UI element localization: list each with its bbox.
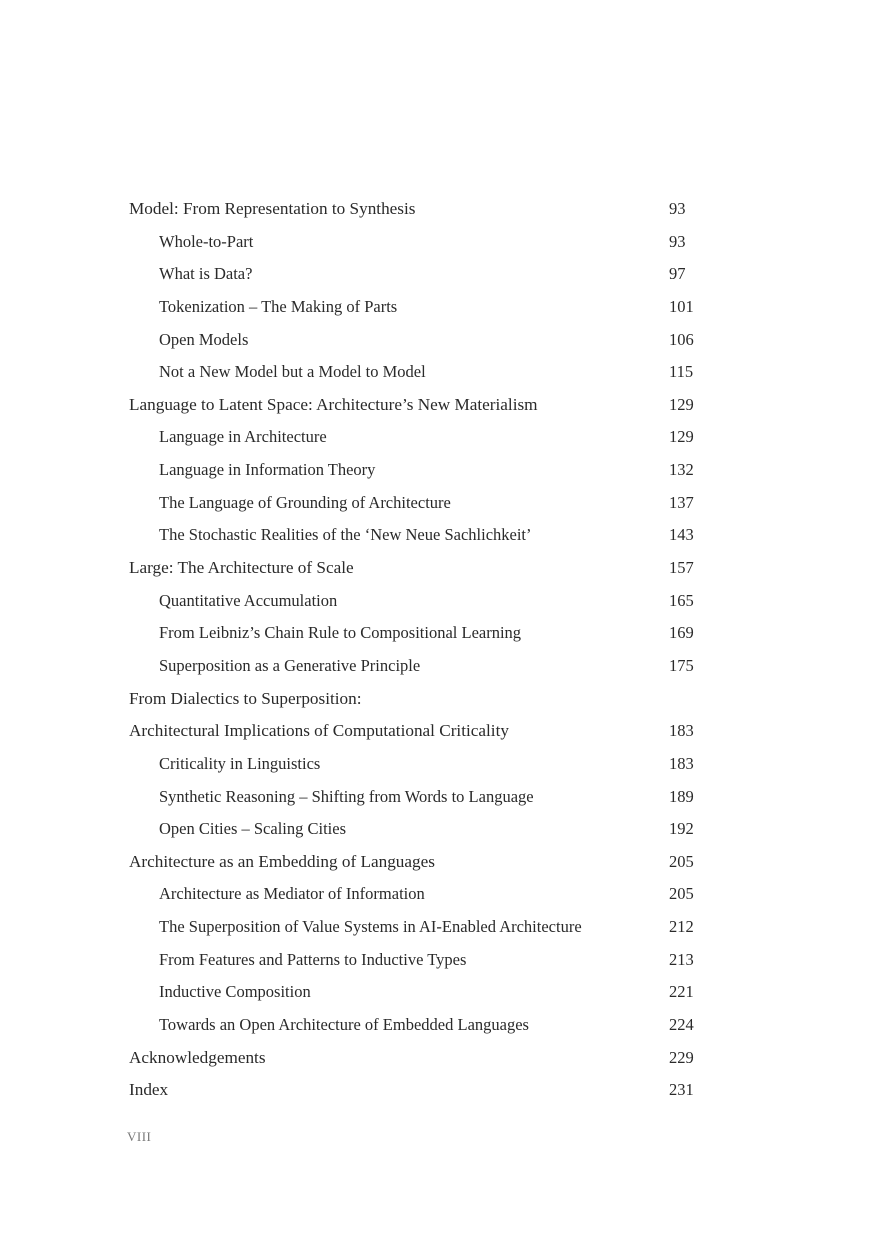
toc-entry-title: Open Models: [159, 329, 249, 349]
toc-entry-page-number: 224: [669, 1015, 694, 1035]
toc-section-entry[interactable]: [129, 487, 709, 520]
toc-section-entry[interactable]: [129, 356, 709, 389]
toc-entry-title: Towards an Open Architecture of Embedded Languages: [159, 1015, 529, 1035]
toc-entry-page-number: 93: [669, 231, 686, 251]
toc-entry-page-number: 93: [669, 199, 686, 218]
toc-entry-page-number: 157: [669, 558, 694, 578]
toc-section-entry[interactable]: [129, 813, 709, 846]
toc-entry-page-number: 189: [669, 786, 694, 806]
toc-entry-page-number: 213: [669, 949, 694, 969]
toc-entry-title: Language in Information Theory: [159, 460, 376, 480]
toc-entry-page-number: 183: [669, 753, 694, 773]
toc-entry-title: Acknowledgements: [129, 1047, 266, 1067]
toc-section-entry[interactable]: [129, 976, 709, 1009]
toc-section-entry[interactable]: [129, 1009, 709, 1042]
toc-entry-title: What is Data?: [159, 264, 253, 284]
toc-entry-title: Synthetic Reasoning – Shifting from Words to Language: [159, 786, 534, 806]
toc-entry-page-number: 169: [669, 623, 694, 643]
toc-entry-title: Architecture as Mediator of Information: [159, 884, 425, 904]
toc-section-entry[interactable]: [129, 421, 709, 454]
toc-entry-page-number: 143: [669, 525, 694, 545]
toc-entry-title: Whole-to-Part: [159, 231, 254, 251]
toc-section-entry[interactable]: [129, 878, 709, 911]
page-number: VIII: [127, 1129, 152, 1144]
toc-section-entry[interactable]: [129, 258, 709, 291]
toc-section-entry[interactable]: [129, 324, 709, 357]
toc-chapter-entry[interactable]: [129, 1074, 709, 1107]
toc-entry-title: Superposition as a Generative Principle: [159, 655, 421, 675]
toc-entry-page-number: 175: [669, 655, 694, 675]
toc-entry-page-number: 183: [669, 721, 694, 741]
toc-section-entry[interactable]: [129, 585, 709, 618]
toc-entry-title: Inductive Composition: [159, 982, 311, 1002]
toc-entry-title: From Dialectics to Superposition:: [129, 688, 362, 708]
toc-entry-page-number: 132: [669, 460, 694, 480]
toc-entry-page-number: 192: [669, 819, 694, 839]
toc-entry-page-number: 231: [669, 1080, 694, 1100]
toc-section-entry[interactable]: [129, 454, 709, 487]
toc-chapter-entry[interactable]: [129, 552, 709, 585]
toc-entry-page-number: 106: [669, 329, 694, 349]
toc-entry-title: Index: [129, 1080, 169, 1100]
toc-chapter-entry[interactable]: [129, 389, 709, 422]
toc-entry-title: Architectural Implications of Computational Criticality: [129, 721, 509, 741]
toc-chapter-entry[interactable]: [129, 683, 709, 716]
toc-entry-title: Language to Latent Space: Architecture’s New Materialism: [129, 394, 538, 414]
toc-entry-title: The Superposition of Value Systems in AI-Enabled Architecture: [159, 917, 582, 937]
toc-entry-page-number: 97: [669, 264, 686, 284]
toc-entry-title: Open Cities – Scaling Cities: [159, 819, 346, 839]
toc-entry-page-number: 129: [669, 394, 694, 414]
toc-entry-page-number: 229: [669, 1047, 694, 1067]
toc-entry-title: Criticality in Linguistics: [159, 753, 321, 773]
toc-entry-title: From Leibniz’s Chain Rule to Compositional Learning: [159, 623, 522, 643]
toc-section-entry[interactable]: [129, 748, 709, 781]
toc-entry-page-number: 212: [669, 917, 694, 937]
toc-chapter-entry[interactable]: [129, 193, 709, 226]
toc-entry-title: The Language of Grounding of Architecture: [159, 492, 451, 512]
toc-section-entry[interactable]: [129, 944, 709, 977]
toc-entry-title: Model: From Representation to Synthesis: [129, 199, 416, 218]
toc-entry-page-number: 205: [669, 851, 694, 871]
toc-section-entry[interactable]: [129, 291, 709, 324]
toc-section-entry[interactable]: [129, 650, 709, 683]
table-of-contents: [129, 193, 709, 1107]
toc-entry-title: Architecture as an Embedding of Languages: [129, 851, 435, 871]
toc-chapter-entry[interactable]: [129, 846, 709, 879]
toc-entry-page-number: 165: [669, 590, 694, 610]
toc-entry-title: Quantitative Accumulation: [159, 590, 338, 610]
toc-section-entry[interactable]: [129, 781, 709, 814]
toc-entry-title: The Stochastic Realities of the ‘New Neue Sachlichkeit’: [159, 525, 532, 545]
toc-section-entry[interactable]: [129, 911, 709, 944]
toc-entry-page-number: 101: [669, 296, 694, 316]
toc-entry-title: Tokenization – The Making of Parts: [159, 296, 398, 316]
toc-section-entry[interactable]: [129, 519, 709, 552]
toc-entry-page-number: 137: [669, 492, 694, 512]
toc-chapter-entry[interactable]: [129, 715, 709, 748]
toc-entry-page-number: 205: [669, 884, 694, 904]
toc-entry-title: Large: The Architecture of Scale: [129, 558, 354, 578]
toc-entry-page-number: 115: [669, 362, 694, 382]
toc-entry-page-number: 221: [669, 982, 694, 1002]
toc-entry-title: Not a New Model but a Model to Model: [159, 362, 426, 382]
toc-entry-page-number: 129: [669, 427, 694, 447]
toc-entry-title: Language in Architecture: [159, 427, 327, 447]
toc-entry-title: From Features and Patterns to Inductive Types: [159, 949, 467, 969]
toc-section-entry[interactable]: [129, 617, 709, 650]
toc-section-entry[interactable]: [129, 226, 709, 259]
toc-chapter-entry[interactable]: [129, 1042, 709, 1075]
